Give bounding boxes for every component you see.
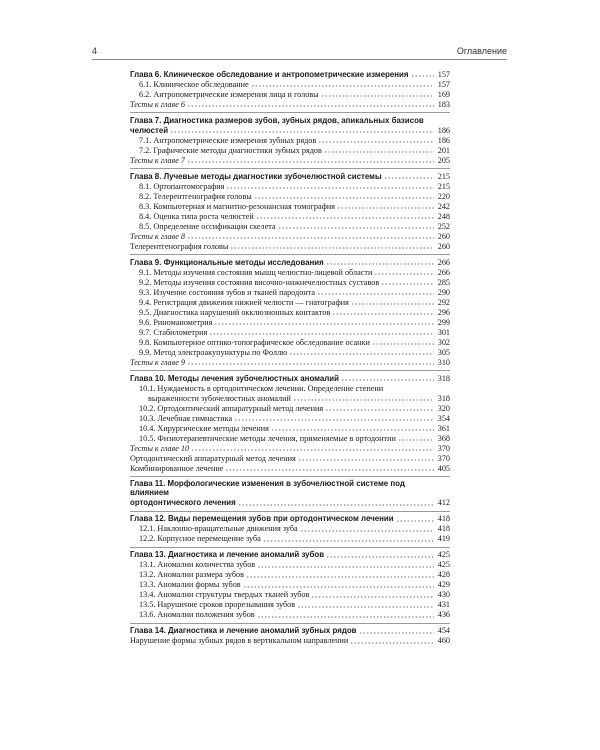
toc-entry[interactable] xyxy=(130,201,450,211)
toc-entry[interactable] xyxy=(130,89,450,99)
leader-dots xyxy=(209,327,434,335)
toc-entry-title: 10.4. Хирургические методы лечения xyxy=(139,423,269,433)
toc-entry-title: Глава 11. Морфологические изменения в зубочелюстной системе под влиянием xyxy=(130,479,405,498)
toc-entry-page: 405 xyxy=(437,463,450,473)
leader-dots xyxy=(293,393,434,401)
toc-entry-title: Тесты к главе 8 xyxy=(130,231,185,241)
leader-dots xyxy=(225,463,434,471)
toc-entry[interactable] xyxy=(130,524,450,534)
toc-entry[interactable] xyxy=(130,277,450,287)
toc-chapter-block xyxy=(130,371,450,477)
running-title: Оглавление xyxy=(456,46,507,56)
leader-dots xyxy=(263,534,434,542)
toc-entry[interactable] xyxy=(130,463,450,473)
leader-dots xyxy=(341,373,434,381)
toc-chapter-block xyxy=(130,255,450,371)
leader-dots xyxy=(191,443,434,451)
leader-dots xyxy=(226,181,434,189)
toc-entry-title: 8.2. Телерентгенография головы xyxy=(139,191,252,201)
toc-entry-title: Глава 6. Клиническое обследование и антропометрические измерения xyxy=(130,69,409,79)
toc-entry[interactable] xyxy=(130,534,450,544)
leader-dots xyxy=(257,610,434,618)
toc-entry-title: 13.5. Нарушение сроков прорезывания зубов xyxy=(139,600,296,610)
toc-entry-page: 248 xyxy=(437,211,450,221)
leader-dots xyxy=(271,423,434,431)
leader-dots xyxy=(238,498,434,506)
toc-entry-title: 8.4. Оценка типа роста челюстей xyxy=(139,211,254,221)
toc-entry-page: 318 xyxy=(437,393,450,403)
leader-dots xyxy=(187,99,434,107)
toc-entry[interactable] xyxy=(130,307,450,317)
toc-entry-page: 425 xyxy=(437,550,450,560)
toc-entry-title: 12.2. Корпусное перемещение зуба xyxy=(139,534,261,544)
toc-entry[interactable] xyxy=(130,135,450,145)
toc-entry-title: Тесты к главе 6 xyxy=(130,99,185,109)
leader-dots xyxy=(187,155,434,163)
toc-entry-title: Глава 12. Виды перемещения зубов при ортодонтическом лечении xyxy=(130,514,394,524)
toc-entry-title: 6.1. Клиническое обследование xyxy=(139,79,249,89)
toc-entry-page: 318 xyxy=(437,373,450,383)
leader-dots xyxy=(428,488,434,496)
leader-dots xyxy=(384,171,434,179)
toc-entry-title: Глава 9. Функциональные методы исследования xyxy=(130,257,324,267)
toc-entry-title: 9.4. Регистрация движения нижней челюсти — гнатография xyxy=(139,297,349,307)
toc-entry-title: 7.2. Графические методы диагностики зубных рядов xyxy=(139,145,322,155)
toc-entry[interactable] xyxy=(130,79,450,89)
toc-entry[interactable] xyxy=(130,267,450,277)
toc-entry-title: 13.2. Аномалии размера зубов xyxy=(139,570,244,580)
leader-dots xyxy=(243,580,434,588)
page-number: 4 xyxy=(92,46,98,56)
toc-entry-title: 8.1. Ортопантомография xyxy=(139,181,225,191)
toc-entry-page: 370 xyxy=(437,453,450,463)
toc-entry-page: 186 xyxy=(437,135,450,145)
leader-dots xyxy=(278,221,434,229)
leader-dots xyxy=(372,337,434,345)
toc-entry[interactable] xyxy=(130,99,450,109)
toc-entry-page: 215 xyxy=(437,171,450,181)
toc-entry-page: 412 xyxy=(437,498,450,508)
toc-entry[interactable] xyxy=(130,600,450,610)
toc-entry[interactable] xyxy=(130,257,450,267)
toc-chapter-block xyxy=(130,169,450,255)
leader-dots xyxy=(325,403,434,411)
toc-entry-page: 285 xyxy=(437,277,450,287)
toc-entry[interactable] xyxy=(130,580,450,590)
toc-entry-title: 9.8. Компьютерное оптико-топографическое обследование осанки xyxy=(139,337,370,347)
leader-dots xyxy=(350,636,434,644)
header-rule xyxy=(92,59,507,60)
toc-entry-title: 10.3. Лечебная гимнастика xyxy=(139,413,233,423)
toc-entry-title: 9.6. Риноманометрия xyxy=(139,317,213,327)
leader-dots xyxy=(324,145,434,153)
toc-entry-page: 425 xyxy=(437,560,450,570)
toc-entry-title: 9.9. Метод электроакупунктуры по Фоллю xyxy=(139,347,288,357)
toc-entry[interactable] xyxy=(130,590,450,600)
leader-dots xyxy=(385,383,434,391)
table-of-contents xyxy=(130,69,450,649)
toc-entry[interactable] xyxy=(130,550,450,560)
toc-entry-page: 260 xyxy=(437,241,450,251)
toc-chapter-block xyxy=(130,548,450,624)
toc-entry-page: 354 xyxy=(437,413,450,423)
leader-dots xyxy=(187,231,434,239)
toc-entry[interactable] xyxy=(130,211,450,221)
leader-dots xyxy=(374,267,434,275)
toc-entry-title: Тесты к главе 10 xyxy=(130,443,190,453)
toc-entry[interactable] xyxy=(130,636,450,646)
toc-entry-page: 242 xyxy=(437,201,450,211)
toc-entry-page: 183 xyxy=(437,99,450,109)
toc-entry[interactable] xyxy=(130,241,450,251)
toc-entry-title: Тесты к главе 7 xyxy=(130,155,185,165)
toc-chapter-block xyxy=(130,69,450,113)
toc-entry[interactable] xyxy=(130,69,450,79)
toc-entry[interactable] xyxy=(130,433,450,443)
toc-entry[interactable] xyxy=(130,327,450,337)
leader-dots xyxy=(398,433,434,441)
leader-dots xyxy=(396,514,434,522)
toc-entry-page: 361 xyxy=(437,423,450,433)
toc-entry[interactable] xyxy=(130,181,450,191)
toc-entry-title: Комбинированное лечение xyxy=(130,463,224,473)
toc-entry-title: 8.3. Компьютерная и магнитно-резонансная томография xyxy=(139,201,336,211)
leader-dots xyxy=(246,570,434,578)
toc-entry-page: 430 xyxy=(437,590,450,600)
toc-entry[interactable] xyxy=(130,413,450,423)
toc-entry-title: Нарушение формы зубных рядов в вертикальном направлении xyxy=(130,636,349,646)
toc-entry-title: Ортодонтический аппаратурный метод лечения xyxy=(130,453,296,463)
toc-entry[interactable] xyxy=(130,231,450,241)
toc-entry[interactable] xyxy=(130,403,450,413)
toc-entry-page: 201 xyxy=(437,145,450,155)
toc-entry-page: 260 xyxy=(437,231,450,241)
toc-entry[interactable] xyxy=(130,610,450,620)
toc-chapter-block xyxy=(130,113,450,169)
toc-entry[interactable] xyxy=(130,125,450,135)
toc-entry-page: 419 xyxy=(437,534,450,544)
toc-entry-page: 320 xyxy=(437,403,450,413)
toc-entry-page: 460 xyxy=(437,636,450,646)
toc-entry[interactable] xyxy=(130,479,450,498)
toc-entry-title: выраженности зубочелюстных аномалий xyxy=(148,393,291,403)
leader-dots xyxy=(257,560,434,568)
toc-entry-title: 10.1. Нуждаемость в ортодонтическом лечении. Определение степени xyxy=(139,383,384,393)
toc-chapter-block xyxy=(130,477,450,512)
toc-entry-page: 157 xyxy=(437,79,450,89)
toc-entry[interactable] xyxy=(130,347,450,357)
toc-entry-page: 428 xyxy=(437,570,450,580)
toc-entry[interactable] xyxy=(130,317,450,327)
leader-dots xyxy=(251,79,434,87)
leader-dots xyxy=(298,453,434,461)
toc-entry-page: 292 xyxy=(437,297,450,307)
toc-entry-title: 13.1. Аномалии количества зубов xyxy=(139,560,256,570)
leader-dots xyxy=(297,600,434,608)
toc-entry-title: Тесты к главе 9 xyxy=(130,357,185,367)
toc-entry[interactable] xyxy=(130,383,450,393)
leader-dots xyxy=(230,241,434,249)
toc-entry-title: Глава 13. Диагностика и лечение аномалий зубов xyxy=(130,550,325,560)
toc-entry-page: 157 xyxy=(437,69,450,79)
toc-entry-title: 9.3. Изучение состояния зубов и тканей пародонта xyxy=(139,287,315,297)
toc-entry-title: Глава 10. Методы лечения зубочелюстных аномалий xyxy=(130,373,339,383)
toc-entry[interactable] xyxy=(130,453,450,463)
toc-entry-title: 8.5. Определение оссификации скелета xyxy=(139,221,276,231)
leader-dots xyxy=(351,297,434,305)
leader-dots xyxy=(311,590,434,598)
leader-dots xyxy=(326,257,434,265)
toc-entry-page: 368 xyxy=(437,433,450,443)
leader-dots xyxy=(426,115,434,123)
toc-entry[interactable] xyxy=(130,115,450,125)
leader-dots xyxy=(256,211,434,219)
leader-dots xyxy=(187,357,434,365)
leader-dots xyxy=(332,307,434,315)
toc-entry[interactable] xyxy=(130,221,450,231)
toc-entry[interactable] xyxy=(130,337,450,347)
leader-dots xyxy=(317,287,434,295)
toc-entry-page: 418 xyxy=(437,524,450,534)
leader-dots xyxy=(170,125,434,133)
toc-entry-title: 9.7. Стабилометрия xyxy=(139,327,208,337)
toc-entry-title: 12.1. Наклонно-вращательные движения зуба xyxy=(139,524,298,534)
toc-entry[interactable] xyxy=(130,191,450,201)
toc-entry-page: 436 xyxy=(437,610,450,620)
leader-dots xyxy=(214,317,434,325)
toc-entry-title: Глава 14. Диагностика и лечение аномалий зубных рядов xyxy=(130,626,357,636)
leader-dots xyxy=(359,626,434,634)
toc-entry-title: 10.5. Физиотерапевтические методы лечения, применяемые в ортодонтии xyxy=(139,433,396,443)
toc-entry-page: 301 xyxy=(437,327,450,337)
toc-entry-title: Телерентгенография головы xyxy=(130,241,229,251)
toc-entry[interactable] xyxy=(130,443,450,453)
toc-entry-title: Глава 7. Диагностика размеров зубов, зубных рядов, апикальных базисов xyxy=(130,115,424,125)
toc-entry[interactable] xyxy=(130,171,450,181)
leader-dots xyxy=(300,524,434,532)
toc-entry[interactable] xyxy=(130,498,450,508)
toc-chapter-block xyxy=(130,624,450,649)
toc-entry[interactable] xyxy=(130,357,450,367)
toc-entry[interactable] xyxy=(130,297,450,307)
toc-entry[interactable] xyxy=(130,560,450,570)
toc-entry[interactable] xyxy=(130,393,450,403)
leader-dots xyxy=(337,201,434,209)
toc-entry-page: 205 xyxy=(437,155,450,165)
toc-entry-page: 252 xyxy=(437,221,450,231)
toc-entry[interactable] xyxy=(130,570,450,580)
toc-chapter-block xyxy=(130,512,450,548)
toc-entry-title: ортодонтического лечения xyxy=(130,498,236,508)
toc-entry-page: 429 xyxy=(437,580,450,590)
leader-dots xyxy=(289,347,434,355)
leader-dots xyxy=(234,413,434,421)
toc-entry-page: 215 xyxy=(437,181,450,191)
toc-entry-page: 302 xyxy=(437,337,450,347)
toc-entry-page: 186 xyxy=(437,125,450,135)
toc-entry-title: 13.4. Аномалии структуры твердых тканей зубов xyxy=(139,590,310,600)
toc-entry-page: 418 xyxy=(437,514,450,524)
toc-entry-title: 13.3. Аномалии формы зубов xyxy=(139,580,241,590)
toc-entry-title: 6.2. Антропометрические измерения лица и головы xyxy=(139,89,319,99)
toc-entry-page: 290 xyxy=(437,287,450,297)
leader-dots xyxy=(381,277,434,285)
toc-entry-page: 266 xyxy=(437,257,450,267)
leader-dots xyxy=(326,550,434,558)
toc-entry-title: 13.6. Аномалии положения зубов xyxy=(139,610,255,620)
toc-entry-page: 220 xyxy=(437,191,450,201)
toc-entry-page: 296 xyxy=(437,307,450,317)
toc-entry-title: 10.2. Ортодонтический аппаратурный метод лечения xyxy=(139,403,324,413)
toc-entry[interactable] xyxy=(130,514,450,524)
leader-dots xyxy=(321,89,434,97)
toc-entry-page: 305 xyxy=(437,347,450,357)
toc-entry[interactable] xyxy=(130,287,450,297)
toc-entry-title: челюстей xyxy=(130,125,169,135)
toc-entry[interactable] xyxy=(130,373,450,383)
toc-entry[interactable] xyxy=(130,423,450,433)
toc-entry[interactable] xyxy=(130,155,450,165)
toc-entry-title: 9.5. Диагностика нарушений окклюзионных контактов xyxy=(139,307,331,317)
toc-entry-page: 431 xyxy=(437,600,450,610)
toc-entry-title: 9.1. Методы изучения состояния мышц челюстно-лицевой области xyxy=(139,267,373,277)
toc-entry-page: 266 xyxy=(437,267,450,277)
toc-entry-page: 454 xyxy=(437,626,450,636)
toc-entry[interactable] xyxy=(130,145,450,155)
toc-entry-page: 169 xyxy=(437,89,450,99)
leader-dots xyxy=(254,191,434,199)
toc-entry-title: 9.2. Методы изучения состояния височно-нижнечелюстных суставов xyxy=(139,277,380,287)
toc-entry[interactable] xyxy=(130,626,450,636)
toc-entry-title: 7.1. Антропометрические измерения зубных рядов xyxy=(139,135,317,145)
toc-entry-page: 370 xyxy=(437,443,450,453)
leader-dots xyxy=(318,135,434,143)
leader-dots xyxy=(411,69,434,77)
toc-entry-title: Глава 8. Лучевые методы диагностики зубочелюстной системы xyxy=(130,171,382,181)
toc-entry-page: 299 xyxy=(437,317,450,327)
page-header xyxy=(92,46,507,60)
toc-entry-page: 310 xyxy=(437,357,450,367)
